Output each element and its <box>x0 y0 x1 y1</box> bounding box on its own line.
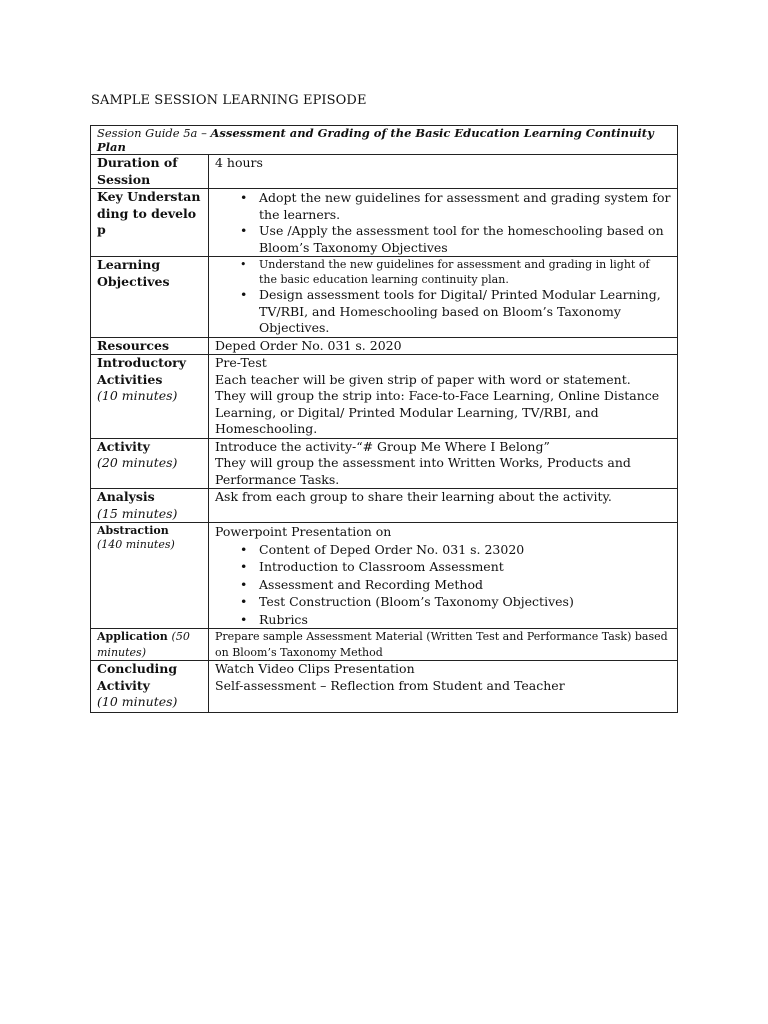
table-header-row <box>91 126 678 155</box>
key-understanding-label: Key Understanding to develop <box>91 189 209 257</box>
learning-objectives-label: Learning Objectives <box>91 257 209 338</box>
introductory-line: Pre-Test <box>215 355 267 370</box>
list-item: • Content of Deped Order No. 031 s. 23020 <box>259 541 671 559</box>
introductory-label-cell <box>91 355 209 439</box>
concluding-line: Self-assessment – Reflection from Student and Teacher <box>215 677 565 693</box>
introductory-cell <box>209 355 678 439</box>
session-guide-table <box>90 125 678 713</box>
concluding-label-cell <box>91 661 209 713</box>
table-row <box>91 489 678 523</box>
session-guide-topic: Assessment and Grading of the Basic Education Learning Continuity Plan <box>97 126 654 154</box>
table-row <box>91 257 678 338</box>
abstraction-label: Abstraction <box>97 524 169 537</box>
abstraction-intro: Powerpoint Presentation on <box>215 524 392 539</box>
activity-line: They will group the assessment into Written Works, Products and Performance Tasks. <box>215 455 631 487</box>
application-label-cell <box>91 629 209 661</box>
analysis-label: Analysis <box>97 489 155 504</box>
list-item: • Rubrics <box>259 611 671 629</box>
concluding-time: (10 minutes) <box>97 694 178 709</box>
list-item: • Understand the new guidelines for assessment and grading in light of the basic education learning continuity plan. <box>259 257 671 287</box>
introductory-label: Introductory Activities <box>97 355 187 387</box>
list-item: • Assessment and Recording Method <box>259 576 671 594</box>
concluding-label: Concluding Activity <box>97 661 178 693</box>
list-item: • Introduction to Classroom Assessment <box>259 558 671 576</box>
activity-cell <box>209 438 678 489</box>
document-title: SAMPLE SESSION LEARNING EPISODE <box>91 93 367 108</box>
analysis-time: (15 minutes) <box>97 505 178 521</box>
application-label: Application <box>97 630 168 643</box>
table-row <box>91 355 678 439</box>
analysis-label-cell <box>91 489 209 523</box>
list-item: • Use /Apply the assessment tool for the homeschooling based on Bloom’s Taxonomy Objectives <box>259 223 671 256</box>
duration-label: Duration of Session <box>91 155 209 189</box>
introductory-time: (10 minutes) <box>97 388 178 403</box>
session-guide-header <box>91 126 678 155</box>
concluding-line: Watch Video Clips Presentation <box>215 661 415 676</box>
table-row <box>91 155 678 189</box>
resources-label: Resources <box>91 337 209 355</box>
analysis-value: Ask from each group to share their learning about the activity. <box>209 489 678 523</box>
activity-line: Introduce the activity-“# Group Me Where I Belong” <box>215 438 550 454</box>
learning-objectives-cell <box>209 257 678 338</box>
activity-label-cell <box>91 438 209 489</box>
table-row <box>91 629 678 661</box>
abstraction-time: (140 minutes) <box>97 538 175 551</box>
list-item: • Design assessment tools for Digital/ Printed Modular Learning, TV/RBI, and Homeschooling based on Bloom’s Taxonomy Objectives. <box>259 287 671 337</box>
application-time: (50 minutes) <box>97 630 190 659</box>
introductory-line: Each teacher will be given strip of paper with word or statement. <box>215 371 631 387</box>
activity-label: Activity <box>97 438 150 454</box>
duration-value: 4 hours <box>209 155 678 189</box>
table-row <box>91 337 678 355</box>
abstraction-label-cell <box>91 523 209 629</box>
activity-time: (20 minutes) <box>97 455 178 470</box>
table-row <box>91 661 678 713</box>
table-row <box>91 523 678 629</box>
session-guide-prefix: Session Guide 5a – <box>97 126 211 140</box>
application-value: Prepare sample Assessment Material (Written Test and Performance Task) based on Bloom’s Taxonomy Method <box>209 629 678 661</box>
abstraction-cell <box>209 523 678 629</box>
list-item: • Adopt the new guidelines for assessment and grading system for the learners. <box>259 190 671 223</box>
resources-value: Deped Order No. 031 s. 2020 <box>209 337 678 355</box>
concluding-cell <box>209 661 678 713</box>
table-row <box>91 189 678 257</box>
introductory-line: They will group the strip into: Face-to-Face Learning, Online Distance Learning, or Digital/ Printed Modular Learning, TV/RBI, and Homeschooling. <box>215 388 660 436</box>
table-row <box>91 438 678 489</box>
key-understanding-cell <box>209 189 678 257</box>
list-item: • Test Construction (Bloom’s Taxonomy Objectives) <box>259 593 671 611</box>
